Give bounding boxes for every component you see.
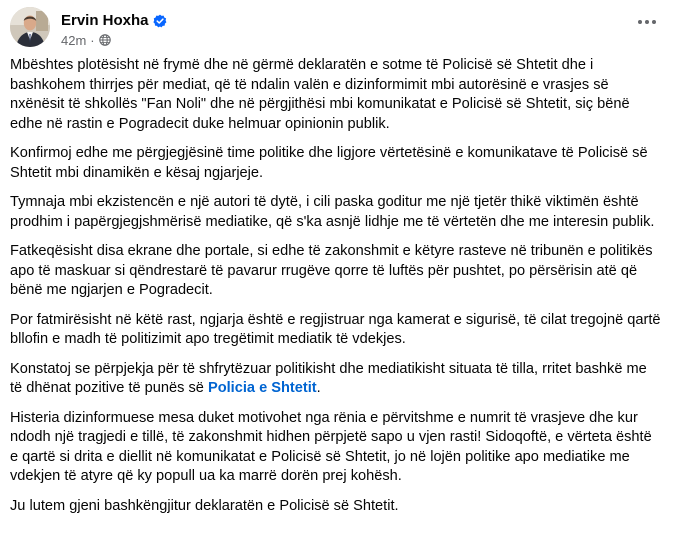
author-name[interactable]: Ervin Hoxha <box>61 12 149 29</box>
meta-separator: · <box>90 32 95 48</box>
post-paragraph-6 <box>10 360 662 399</box>
post-paragraph-5: Por fatmirësisht në këtë rast, ngjarja është e regjistruar nga kamerat e sigurisë, të cilat tregojnë qartë bllofin e madh të politizimit apo tregëtimit mediatik të vdekjes. <box>10 311 661 347</box>
paragraph-text-end: . <box>316 380 321 396</box>
avatar-photo-icon <box>10 7 50 47</box>
post-paragraph-3: Tymnaja mbi ekzistencën e një autori të dytë, i cili paska goditur me një tjetër thikë viktimën është prodhim i papërgjegjshmërisë mediatike, që s'ka asnjë lidhje me të vërtetën dhe me interesin publik. <box>10 194 655 230</box>
post-header <box>10 6 665 52</box>
post-meta <box>61 32 111 48</box>
post-timestamp[interactable]: 42m <box>61 32 87 48</box>
paragraph-text: Konstatoj se përpjekja për të shfrytëzuar politikisht dhe mediatikisht situata të tilla, rritet bashkë me të dhënat pozitive të punës së <box>10 360 647 396</box>
post-text <box>10 56 662 526</box>
post-paragraph-7: Histeria dizinformuese mesa duket motivohet nga rënia e përvitshme e numrit të vrasjeve dhe kur ndodh një tragjedi e tillë, të zakonshmit hidhen përpjetë sapo u vjen rasti! Sidoqoftë, e vërteta është e qartë si drita e diellit në komunikatat e Policisë së Shtetit, jo në lojën politike apo mediatike me vdekjen të atyre që ky popull ua ka marrë dorën prej kohësh. <box>10 409 652 484</box>
avatar[interactable] <box>10 7 50 47</box>
more-options-button[interactable] <box>631 10 663 34</box>
globe-icon[interactable] <box>99 34 111 46</box>
post-paragraph-2: Konfirmoj edhe me përgjegjësinë time politike dhe ligjore vërtetësinë e komunikatave të Policisë së Shtetit mbi dinamikën e kësaj ngjarjeje. <box>10 145 648 181</box>
post-paragraph-4: Fatkeqësisht disa ekrane dhe portale, si edhe të zakonshmit e këtyre rasteve në tribunën e politikës apo të maskuar si qëndrestarë të pavarur rrugëve qorre të luftës për pushtet, po përsërisin atë që bënë me ngjarjen e Pogradecit. <box>10 243 653 298</box>
author-line <box>61 12 167 30</box>
post-paragraph-8: Ju lutem gjeni bashkëngjitur deklaratën e Policisë së Shtetit. <box>10 497 399 514</box>
more-horizontal-icon <box>637 19 657 25</box>
verified-badge-icon <box>153 14 167 28</box>
page-mention-link[interactable]: Policia e Shtetit <box>207 380 317 396</box>
post-paragraph-1: Mbështes plotësisht në frymë dhe në gërmë deklaratën e sotme të Policisë së Shtetit dhe i bashkohem thirrjes për mediat, që të ndalin valën e dizinformimit mbi autorësinë e vrasjes së nxënësit të shkollës "Fan Noli" dhe në përgjithësi mbi komunikatat e Policisë së Shtetit, siç bënë edhe në rastin e Pogradecit duke helmuar opinionin publik. <box>10 57 630 132</box>
